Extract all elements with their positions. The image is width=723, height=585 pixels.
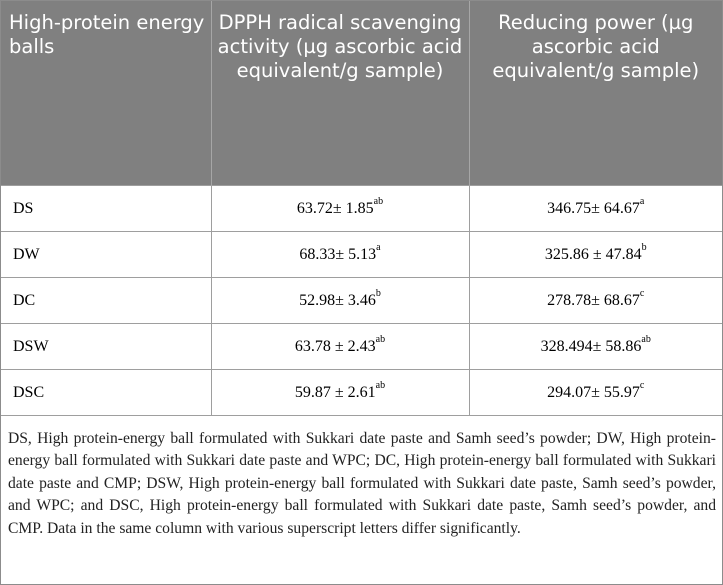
row-label: DS [1,186,211,232]
results-table [1,1,722,416]
reducing-value: 346.75± 64.67 [547,199,640,217]
dpph-value: 59.87 ± 2.61 [294,383,376,401]
dpph-cell [211,186,469,232]
table-row [1,370,722,416]
header-reducing-power: Reducing power (µg ascorbic acid equivalent/g sample) [469,1,722,186]
header-dpph: DPPH radical scavenging activity (µg ascorbic acid equivalent/g sample) [211,1,469,186]
dpph-superscript: ab [373,196,384,208]
table-footnote: DS, High protein-energy ball formulated with Sukkari date paste and Samh seed’s powder; DW, High protein-energy ball formulated with Sukkari date paste and WPC; DC, High protein-energy ball formulated with Sukkari date paste and CMP; DSW, High protein-energy ball formulated with Sukkari date paste, Samh seed’s powder, and WPC; and DSC, High protein-energy ball formulated with Sukkari date paste, Samh seed’s powder, and CMP. Data in the same column with various superscript letters differ significantly. [8,430,716,537]
table-row [1,324,722,370]
reducing-superscript: c [639,380,645,392]
reducing-value: 328.494± 58.86 [540,337,642,355]
dpph-cell [211,370,469,416]
row-label: DC [1,278,211,324]
reducing-value: 294.07± 55.97 [547,383,640,401]
table-row [1,186,722,232]
dpph-superscript: ab [375,380,386,392]
reducing-superscript: c [639,288,645,300]
dpph-superscript: a [376,242,381,254]
reducing-cell [469,370,722,416]
row-label: DSW [1,324,211,370]
reducing-superscript: b [641,242,647,254]
reducing-cell [469,278,722,324]
dpph-cell [211,324,469,370]
reducing-cell [469,186,722,232]
dpph-value: 63.78 ± 2.43 [294,337,376,355]
reducing-superscript: a [639,196,645,208]
table-row [1,232,722,278]
reducing-cell [469,324,722,370]
dpph-cell [211,278,469,324]
row-label: DSC [1,370,211,416]
dpph-superscript: ab [375,334,386,346]
table-row [1,278,722,324]
reducing-cell [469,232,722,278]
dpph-cell [211,232,469,278]
row-label: DW [1,232,211,278]
reducing-superscript: ab [641,334,651,346]
header-sample: High-protein energy balls [1,1,211,186]
dpph-value: 52.98± 3.46 [299,291,376,309]
reducing-value: 278.78± 68.67 [547,291,640,309]
reducing-value: 325.86 ± 47.84 [544,245,642,263]
dpph-superscript: b [375,288,381,300]
table-header-row [1,1,722,186]
dpph-value: 68.33± 5.13 [299,245,377,263]
dpph-value: 63.72± 1.85 [296,199,374,217]
